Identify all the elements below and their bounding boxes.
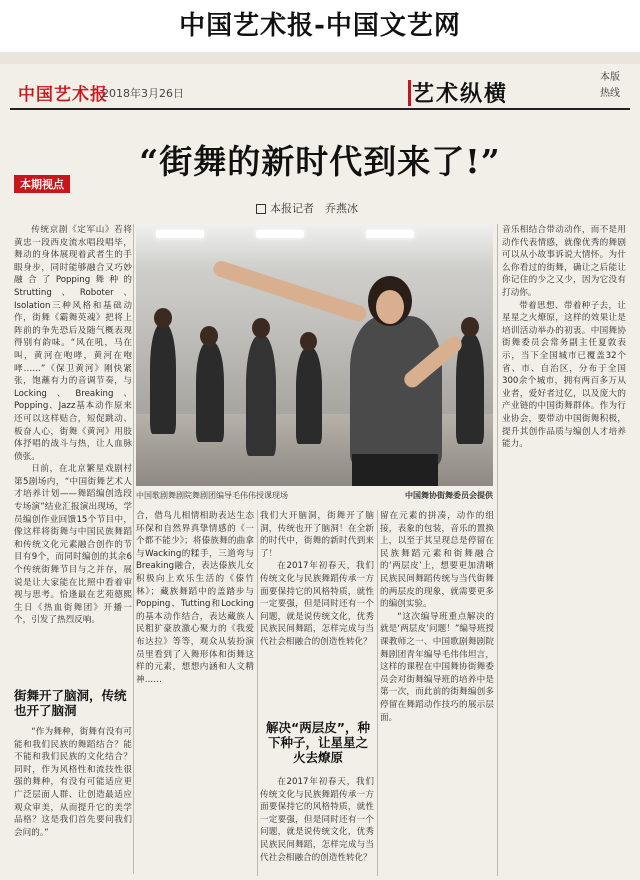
masthead bbox=[10, 78, 630, 110]
section-title: 艺术纵横 bbox=[412, 81, 509, 107]
column-rule bbox=[497, 224, 498, 876]
paragraph: 留在元素的拼凑，动作的组接，表象的包装，音乐的置换上，以至于其呈现总是停留在民族舞蹈元素和街舞融合的‘两层皮’上，想要更加清晰民族民间舞蹈传统与当代街舞的两层皮的现象，就需要更多的编创实验。 bbox=[380, 511, 494, 610]
article-column-3-bottom bbox=[260, 776, 374, 876]
photo-caption bbox=[136, 490, 493, 501]
article-column-3 bbox=[260, 510, 374, 706]
article-column-4 bbox=[380, 510, 494, 876]
newspaper-page bbox=[0, 64, 640, 880]
paragraph: 日前，在北京繁星戏剧村第5剧场内，“中国街舞艺术人才培养计划——舞蹈编创选段专场演”结业汇报演出现场，学员编创作业回馈15个节目中，像这样将街舞与中国民族舞蹈和传统文化元素融合创作的节目有9个，而同时编创的其余6个传统街舞节目与之并存，展说是让大家能在比照中看着审视与思考。恰逢最在艺苑德熙生日《热血街舞团》开播一个，引发了热烈反响。 bbox=[14, 464, 132, 626]
byline bbox=[256, 200, 358, 216]
paragraph: 在2017年初春天，我们传统文化与民族舞蹈传承一方面要保持它的风格特质，就性一定要强，但是同时还有一个问题，就是说传统文化，优秀民族民间舞蹈，怎样完成与当代社会相融合的创造性转化？ bbox=[260, 561, 374, 647]
side-index bbox=[600, 70, 640, 120]
side-index-item: 热线 bbox=[600, 88, 620, 99]
paragraph: 合，借鸟儿相情相助表达生态环保和自然界真挚情感的《一个都不能少》；将傣族舞的曲拿与Wacking的糅手，三道弯与Breaking融合，表达傣族儿女积极向上欢乐生活的《傣竹林》；藏族舞蹈中的盖踏步与Popping、Tutting和Locking的基本动作结合，表达藏族人民粗犷豪放激心聚力的《我爱布达拉》等等，观众从装扮演员里看到了入舞形体和街舞这样的元素，想想内涵和人文精神…… bbox=[136, 511, 254, 685]
subheading: 街舞开了脑洞，传统也开了脑洞 bbox=[14, 688, 127, 718]
paragraph: 音乐相结合带动动作，而不是用动作代表情感，就像优秀的舞剧可以从小故事诉说大情怀。为什么你看过的街舞，确让之后能让你记住的少之又少，因为它没有打动你。 bbox=[502, 225, 626, 298]
byline-text: 本报记者 乔燕冰 bbox=[270, 202, 358, 215]
photo-credit: 中国舞协街舞委员会提供 bbox=[405, 491, 493, 500]
column-rule bbox=[257, 510, 258, 876]
article-column-2 bbox=[136, 510, 254, 876]
article-column-1 bbox=[14, 224, 132, 654]
paragraph: “作为舞种，街舞有没有可能和我们民族的舞蹈结合？能不能和我们民族的文化结合？同时，作为风格性和流技性很强的舞种，有没有可能适应更广泛层面人群、让创造最适应观众审美，从而提升它的美学品格？这是我们首先要问我们会问的。” bbox=[14, 727, 132, 838]
column-rule bbox=[377, 510, 378, 876]
site-banner-title: 中国艺术报-中国文艺网 bbox=[0, 0, 640, 52]
byline-box-icon bbox=[256, 204, 266, 214]
issue-date: 2018年3月26日 bbox=[102, 87, 184, 100]
paragraph: 我们大开脑洞，街舞开了脑洞，传统也开了脑洞！在全新的时代中，街舞的新时代到来了！ bbox=[260, 511, 374, 559]
column-rule bbox=[133, 224, 134, 874]
article-column-1-bottom bbox=[14, 726, 132, 876]
pull-quote-subheading: 解决“两层皮”，种下种子，让星星之火去燎原 bbox=[266, 720, 370, 765]
column-tag: 本期视点 bbox=[14, 175, 70, 193]
paragraph: “这次编导班重点解决的就是‘两层皮’问题！”编导班授课教师之一、中国歌剧舞剧院舞剧团青年编导毛伟伟坦言，这样的课程在中国舞协街舞委员会对街舞编导班的培养中是第一次，而此前的街舞编创多停留在舞蹈动作技巧的展示层面。 bbox=[380, 611, 494, 723]
side-index-item: 本版 bbox=[600, 72, 620, 83]
article-column-5 bbox=[502, 224, 626, 876]
newspaper-logo: 中国艺术报 bbox=[18, 85, 108, 105]
photo-caption-text: 中国歌剧舞剧院舞剧团编导毛伟伟授课现场 bbox=[136, 491, 288, 500]
article-photo bbox=[136, 224, 493, 486]
paragraph: 在2017年初春天，我们传统文化与民族舞蹈传承一方面要保持它的风格特质，就性一定要强，但是同时还有一个问题，就是说传统文化，优秀民族民间舞蹈，怎样完成与当代社会相融合的创造性转化？ bbox=[260, 777, 374, 863]
paragraph: 带着思想、带着种子去，让星星之火燎原，这样的效果让是培训活动举办的初衷。中国舞协街舞委员会常务副主任夏敦表示，当下全国城市已覆盖32个省、市、自治区，分布于全国300余个城市，拥有两百多万从业者，爱好者过亿，以及庞大的产业链的中国街舞群体。作为行业协会，要带动中国街舞积极，提升其创作品质与编创人才培养能力。 bbox=[502, 300, 626, 450]
paragraph: 传统京剧《定军山》若将黄忠一段西皮流水唱段唱毕，舞动的身体展现着武者生的手眼身步，同时能够融合又巧妙融合了Popping舞种的Strutting、Roboter、Isolation三种风格和基础动作，街舞《霸舞英魂》把将上阵前的争先恐后及随气概表现得别有韵味。“风在吼，马在叫，黄河在咆哮，黄河在咆哮……”《保卫黄河》刚快紧张，饱蘸有力的音调节奏，与Locking、Breaking、Popping、Jazz基本动作原来还可以这样贴合，短促跳动、板奋人心，街舞《黄河》用肢体抒唱的战斗与热，让人血脉偾张。 bbox=[14, 225, 132, 462]
article-headline: “街舞的新时代到来了!” bbox=[139, 142, 501, 181]
